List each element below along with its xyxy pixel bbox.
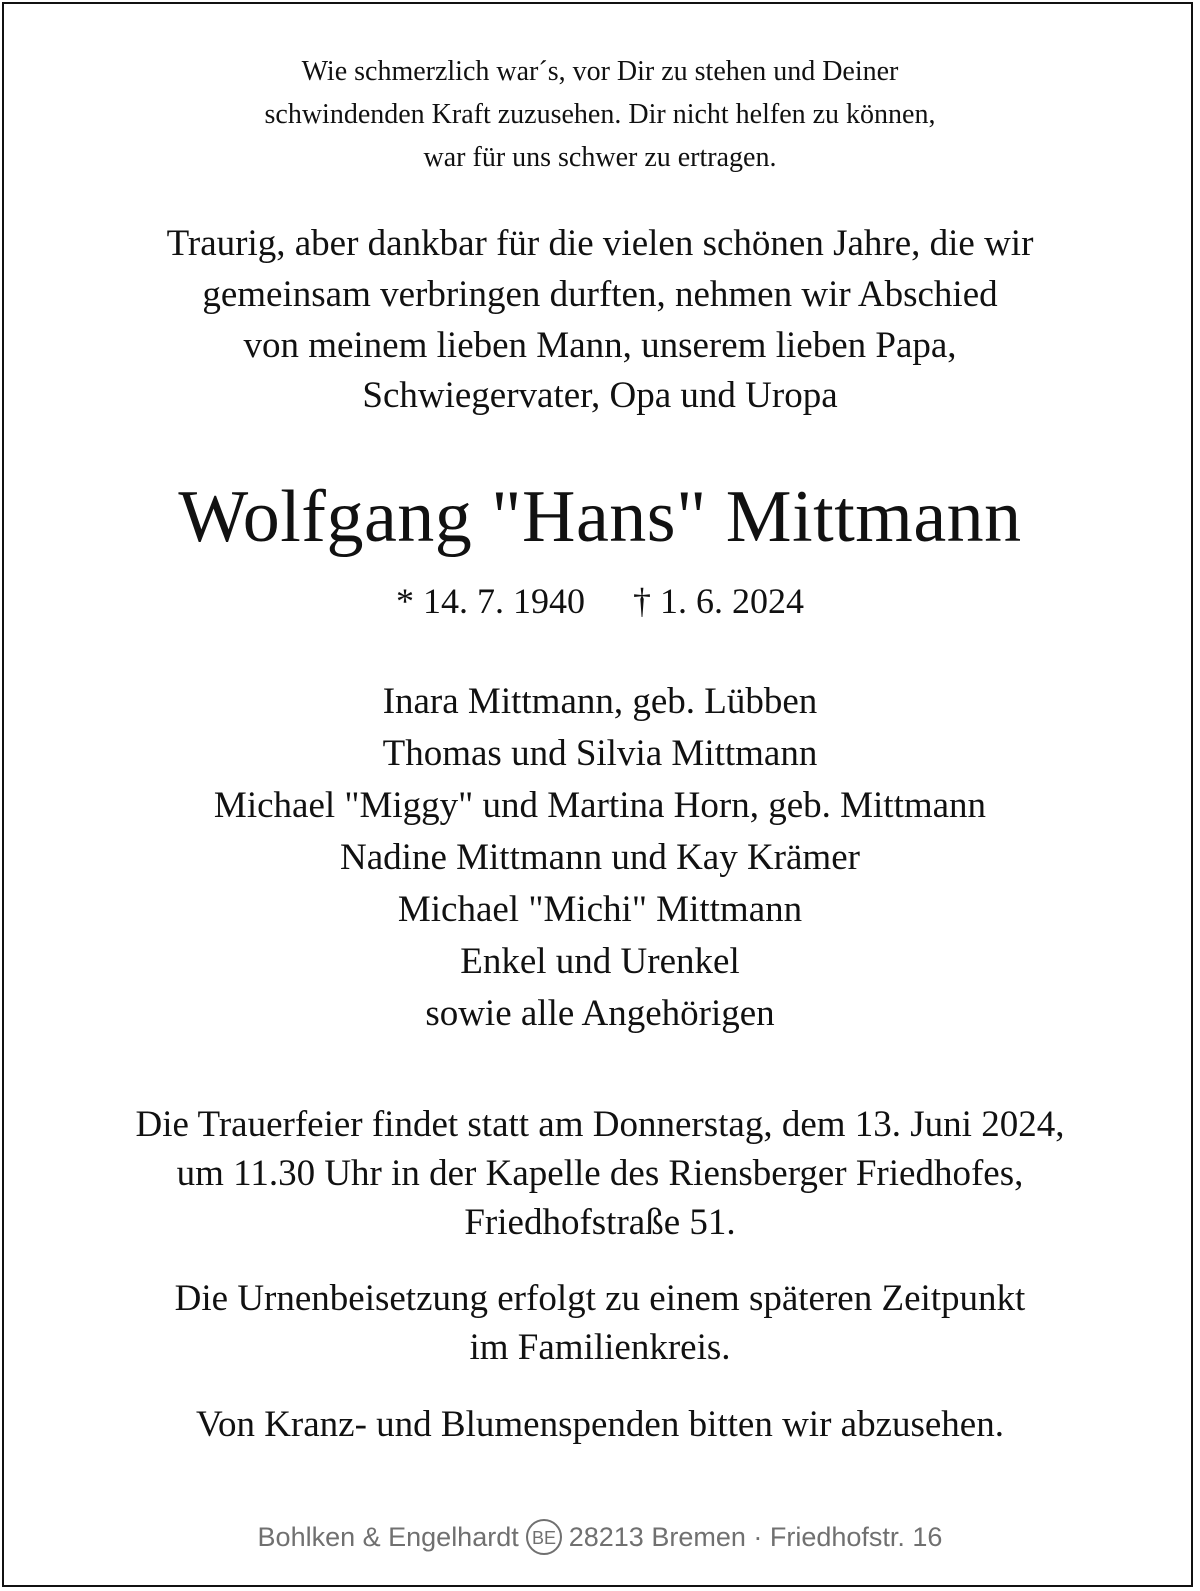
mourner-line: Enkel und Urenkel [460, 941, 740, 982]
life-dates [0, 583, 1200, 619]
poem-line-1: Wie schmerzlich war´s, vor Dir zu stehen und Deiner [301, 56, 899, 87]
poem-line-3: war für uns schwer zu ertragen. [423, 142, 777, 173]
mourner-line: Inara Mittmann, geb. Lübben [382, 681, 818, 722]
funeral-home-logo-icon [525, 1518, 563, 1561]
mourner-line: Michael "Michi" Mittmann [397, 889, 803, 930]
intro-line-2: gemeinsam verbringen durften, nehmen wir Abschied [202, 274, 998, 315]
intro-line-4: Schwiegervater, Opa und Uropa [362, 375, 838, 416]
mourner-line: sowie alle Angehörigen [425, 993, 775, 1034]
funeral-home-footer [0, 1518, 1200, 1561]
burial-line-2: im Familienkreis. [469, 1327, 731, 1368]
mourner-line: Thomas und Silvia Mittmann [382, 733, 818, 774]
mourner-line: Nadine Mittmann und Kay Krämer [340, 837, 860, 878]
intro-line-1: Traurig, aber dankbar für die vielen schönen Jahre, die wir [166, 223, 1034, 264]
poem-line-2: schwindenden Kraft zuzusehen. Dir nicht helfen zu können, [264, 99, 936, 130]
mourner-line: Michael "Miggy" und Martina Horn, geb. Mittmann [213, 785, 987, 826]
funeral-home-name: Bohlken & Engelhardt [257, 1522, 519, 1552]
ceremony-line-2: um 11.30 Uhr in der Kapelle des Riensberger Friedhofes, [176, 1153, 1024, 1194]
funeral-home-logo-text: BE [531, 1528, 556, 1548]
ceremony-line-1: Die Trauerfeier findet statt am Donnerstag, dem 13. Juni 2024, [135, 1104, 1065, 1145]
birth-date: * 14. 7. 1940 [396, 581, 585, 621]
intro-line-3: von meinem lieben Mann, unserem lieben Papa, [243, 325, 957, 366]
ceremony-line-3: Friedhofstraße 51. [464, 1202, 736, 1243]
deceased-name: Wolfgang "Hans" Mittmann [178, 476, 1022, 558]
death-date: † 1. 6. 2024 [633, 581, 804, 621]
flower-request: Von Kranz- und Blumenspenden bitten wir abzusehen. [196, 1404, 1004, 1445]
funeral-home-address: 28213 Bremen · Friedhofstr. 16 [568, 1522, 943, 1552]
burial-line-1: Die Urnenbeisetzung erfolgt zu einem späteren Zeitpunkt [174, 1278, 1026, 1319]
